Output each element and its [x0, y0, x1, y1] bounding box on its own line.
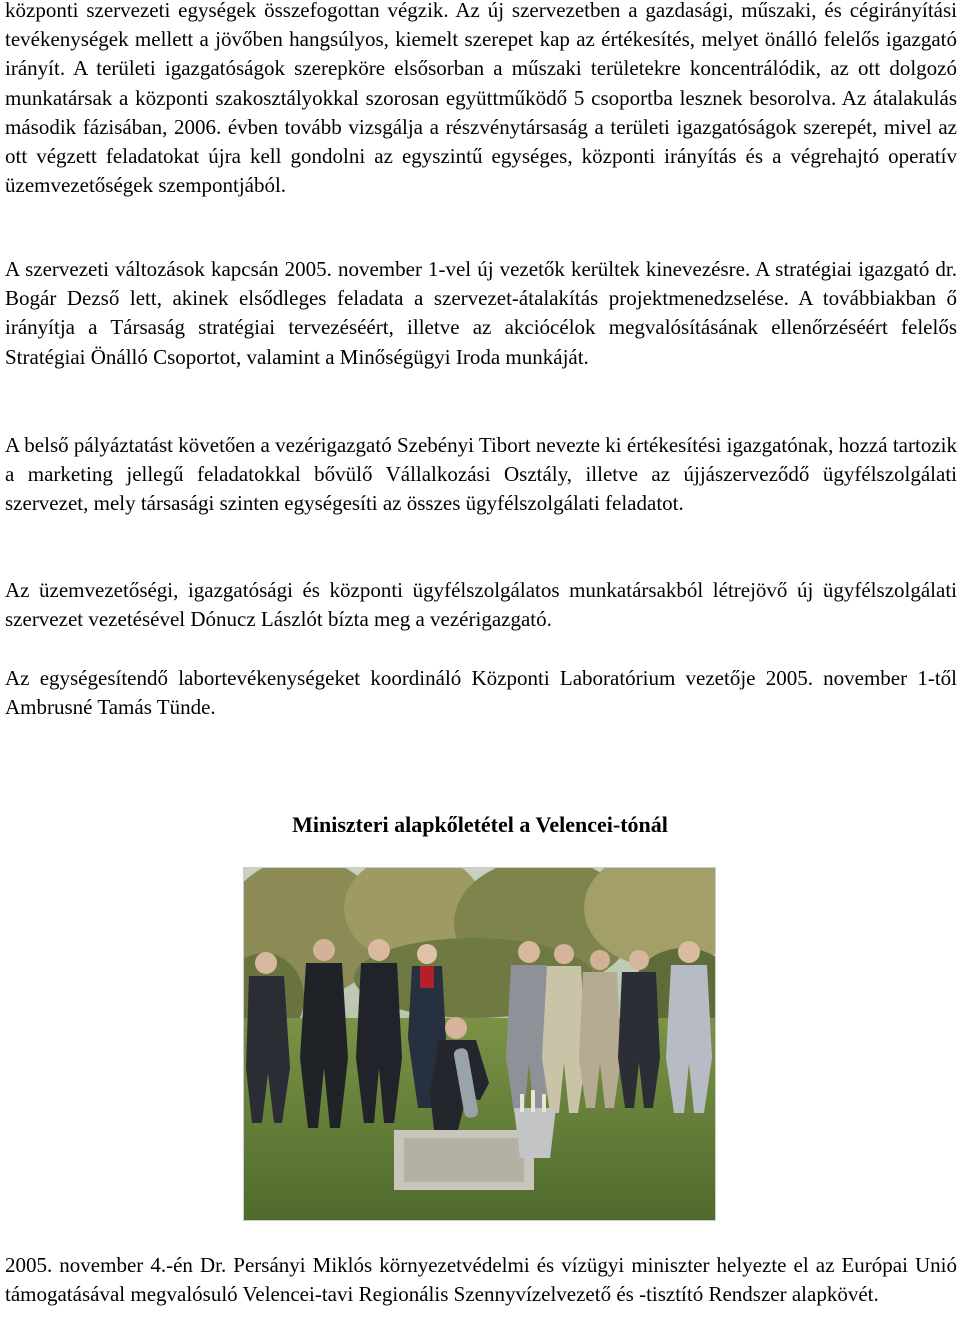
paragraph-sales-director: A belső pályáztatást követően a vezérigazgató Szebényi Tibort nevezte ki értékesítési igazgatónak, hozzá tartozik a marketing jellegű feladatokkal bővülő Vállalkozási Osztály, illetve az újjászerveződő ügyfélszolgálati szervezet, mely társasági szinten egységesíti az összes ügyfélszolgálati feladatot. — [5, 433, 957, 516]
paragraph-reorganization: központi szervezeti egységek összefogottan végzik. Az új szervezetben a gazdasági, műszaki, és cégirányítási tevékenységek mellett a jövőben hangsúlyos, kiemelt szerepet kap az értékesítés, melyet önálló felelős igazgató irányít. A területi igazgatóságok szerepköre elsősorban a műszaki területekre koncentrálódik, az ott dolgozó munkatársak a központi szakosztályokkal szorosan együttműködő 5 csoportba lesznek besorolva. Az átalakulás második fázisában, 2006. évben tovább vizsgálja a részvénytársaság a területi igazgatóságok szerepét, mivel az ott végzett feladatokat újra kell gondolni az egyszintű egységes, központi irányítás és a végrehajtó operatív üzemvezetőségek szempontjából. — [5, 0, 957, 198]
foundation-stone-photo — [243, 867, 716, 1221]
paragraph-customer-service: Az üzemvezetőségi, igazgatósági és központi ügyfélszolgálatos munkatársakból létrejövő új ügyfélszolgálati szervezet vezetésével Dónucz Lászlót bízta meg a vezérigazgató. — [5, 578, 957, 632]
photo-illustration — [244, 868, 716, 1221]
paragraph-new-leaders: A szervezeti változások kapcsán 2005. november 1-vel új vezetők kerültek kinevezésre. A stratégiai igazgató dr. Bogár Dezső lett, akinek elsődleges feladata a szervezet-átalakítás projektmenedzselése. A továbbiakban ő irányítja a Társaság stratégiai tervezéséért, illetve az akciócélok megvalósításának ellenőrzéséért felelős Stratégiai Önálló Csoportot, valamint a Minőségügyi Iroda munkáját. — [5, 257, 957, 369]
paragraph-photo-caption: 2005. november 4.-én Dr. Persányi Miklós környezetvédelmi és vízügyi miniszter helyezte el az Európai Unió támogatásával megvalósuló Velencei-tavi Regionális Szennyvízelvezető és -tisztító Rendszer alapkövét. — [5, 1253, 957, 1307]
paragraph-central-laboratory: Az egységesítendő labortevékenységeket koordináló Központi Laboratórium vezetője 2005. november 1-től Ambrusné Tamás Tünde. — [5, 666, 957, 720]
section-heading: Miniszteri alapkőletétel a Velencei-tónál — [292, 812, 668, 837]
